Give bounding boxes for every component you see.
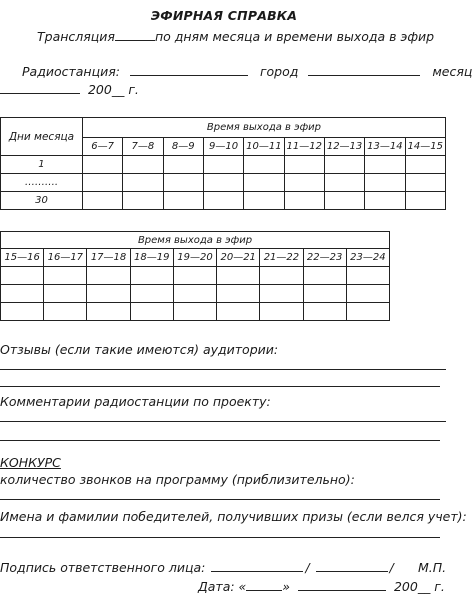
table-row xyxy=(1,156,446,174)
table-row xyxy=(1,303,390,321)
slot-header: 20—21 xyxy=(217,249,260,267)
signature-label: Подпись ответственного лица: xyxy=(0,560,206,575)
month-year-line xyxy=(0,82,139,97)
table-cell[interactable] xyxy=(284,174,324,192)
table-cell[interactable] xyxy=(44,267,87,285)
feedback-line-2[interactable] xyxy=(0,386,440,387)
month-field[interactable] xyxy=(0,82,80,94)
table-cell[interactable] xyxy=(87,285,130,303)
table-cell[interactable] xyxy=(82,174,122,192)
table-cell[interactable] xyxy=(203,174,243,192)
slot-header: 16—17 xyxy=(44,249,87,267)
calls-line[interactable] xyxy=(0,499,440,500)
stamp-label: М.П. xyxy=(418,560,447,575)
table-cell[interactable] xyxy=(123,174,163,192)
day-cell: 30 xyxy=(1,192,83,210)
table-cell[interactable] xyxy=(244,156,284,174)
slot-header: 14—15 xyxy=(405,138,445,156)
comments-label: Комментарии радиостанции по проекту: xyxy=(0,394,271,409)
table-cell[interactable] xyxy=(346,285,389,303)
slot-header: 12—13 xyxy=(324,138,364,156)
table-cell[interactable] xyxy=(284,192,324,210)
feedback-label: Отзывы (если такие имеются) аудитории: xyxy=(0,342,279,357)
table-cell[interactable] xyxy=(1,267,44,285)
slot-header: 23—24 xyxy=(346,249,389,267)
table-cell[interactable] xyxy=(260,285,303,303)
city-label: город xyxy=(259,64,299,79)
feedback-line-1[interactable] xyxy=(0,369,446,370)
station-label: Радиостанция: xyxy=(22,64,120,79)
table-cell[interactable] xyxy=(405,156,445,174)
slot-header: 19—20 xyxy=(173,249,216,267)
time-header: Время выхода в эфир xyxy=(1,232,390,249)
table-cell[interactable] xyxy=(130,285,173,303)
table-cell[interactable] xyxy=(303,267,346,285)
table-cell[interactable] xyxy=(1,303,44,321)
table-cell[interactable] xyxy=(123,192,163,210)
broadcast-line xyxy=(37,29,434,44)
table-cell[interactable] xyxy=(203,156,243,174)
table-cell[interactable] xyxy=(284,156,324,174)
slot-header: 6—7 xyxy=(82,138,122,156)
table-cell[interactable] xyxy=(87,303,130,321)
date-line xyxy=(198,579,445,594)
winners-label: Имена и фамилии победителей, получивших призы (если велся учет): xyxy=(0,509,467,524)
table-cell[interactable] xyxy=(163,156,203,174)
table-row xyxy=(1,174,446,192)
slot-header: 22—23 xyxy=(303,249,346,267)
table-cell[interactable] xyxy=(324,192,364,210)
day-cell: 1 xyxy=(1,156,83,174)
table-cell[interactable] xyxy=(405,174,445,192)
table-cell[interactable] xyxy=(405,192,445,210)
table-cell[interactable] xyxy=(365,192,405,210)
table-cell[interactable] xyxy=(217,303,260,321)
broadcast-label: Трансляция xyxy=(37,29,115,44)
comments-line-2[interactable] xyxy=(0,440,440,441)
station-line xyxy=(22,64,472,79)
table-row xyxy=(1,285,390,303)
table-cell[interactable] xyxy=(163,192,203,210)
table-cell[interactable] xyxy=(244,174,284,192)
table-cell[interactable] xyxy=(1,285,44,303)
date-month-field[interactable] xyxy=(298,579,386,591)
table-row xyxy=(1,267,390,285)
slot-header: 18—19 xyxy=(130,249,173,267)
comments-line-1[interactable] xyxy=(0,421,446,422)
table-cell[interactable] xyxy=(173,267,216,285)
table-cell[interactable] xyxy=(130,267,173,285)
airtime-table-1 xyxy=(0,117,446,210)
winners-line[interactable] xyxy=(0,537,440,538)
date-year: 200__ г. xyxy=(393,579,445,594)
broadcast-suffix: по дням месяца и времени выхода в эфир xyxy=(154,29,435,44)
table-cell[interactable] xyxy=(44,303,87,321)
slot-header: 17—18 xyxy=(87,249,130,267)
slot-header: 8—9 xyxy=(163,138,203,156)
table-cell[interactable] xyxy=(173,285,216,303)
table-row xyxy=(1,192,446,210)
date-day-field[interactable] xyxy=(246,579,282,591)
table-cell[interactable] xyxy=(44,285,87,303)
date-label: Дата: « xyxy=(198,579,247,594)
time-header: Время выхода в эфир xyxy=(82,118,445,138)
table-cell[interactable] xyxy=(324,156,364,174)
document-title: ЭФИРНАЯ СПРАВКА xyxy=(150,8,298,23)
table-cell[interactable] xyxy=(130,303,173,321)
table-cell[interactable] xyxy=(260,267,303,285)
slot-header: 15—16 xyxy=(1,249,44,267)
month-label: месяц xyxy=(432,64,472,79)
table-cell[interactable] xyxy=(82,156,122,174)
signature-field[interactable] xyxy=(211,560,303,572)
table-cell[interactable] xyxy=(123,156,163,174)
day-cell: ………. xyxy=(1,174,83,192)
date-close: » xyxy=(282,579,290,594)
contest-heading: КОНКУРС xyxy=(0,455,61,470)
table-cell[interactable] xyxy=(217,267,260,285)
table-cell[interactable] xyxy=(163,174,203,192)
table-cell[interactable] xyxy=(303,285,346,303)
table-cell[interactable] xyxy=(87,267,130,285)
table-cell[interactable] xyxy=(324,174,364,192)
table-cell[interactable] xyxy=(346,267,389,285)
slot-header: 13—14 xyxy=(365,138,405,156)
table-cell[interactable] xyxy=(365,174,405,192)
slot-header: 21—22 xyxy=(260,249,303,267)
table-cell[interactable] xyxy=(82,192,122,210)
airtime-table-2 xyxy=(0,231,390,321)
calls-label: количество звонков на программу (приблизительно): xyxy=(0,472,355,487)
table-cell[interactable] xyxy=(260,303,303,321)
table-cell[interactable] xyxy=(303,303,346,321)
slot-header: 7—8 xyxy=(123,138,163,156)
days-header: Дни месяца xyxy=(1,118,83,156)
table-cell[interactable] xyxy=(173,303,216,321)
slot-header: 9—10 xyxy=(203,138,243,156)
signature-line: Подпись ответственного лица: / / xyxy=(0,560,394,575)
city-field[interactable] xyxy=(308,64,420,76)
table-cell[interactable] xyxy=(346,303,389,321)
signature-name-field[interactable] xyxy=(316,560,388,572)
slot-header: 11—12 xyxy=(284,138,324,156)
table-cell[interactable] xyxy=(365,156,405,174)
table-cell[interactable] xyxy=(244,192,284,210)
table-cell[interactable] xyxy=(203,192,243,210)
slot-header: 10—11 xyxy=(244,138,284,156)
table-cell[interactable] xyxy=(217,285,260,303)
station-field[interactable] xyxy=(130,64,248,76)
year-label: 200__ г. xyxy=(87,82,139,97)
broadcast-field[interactable] xyxy=(115,29,155,41)
